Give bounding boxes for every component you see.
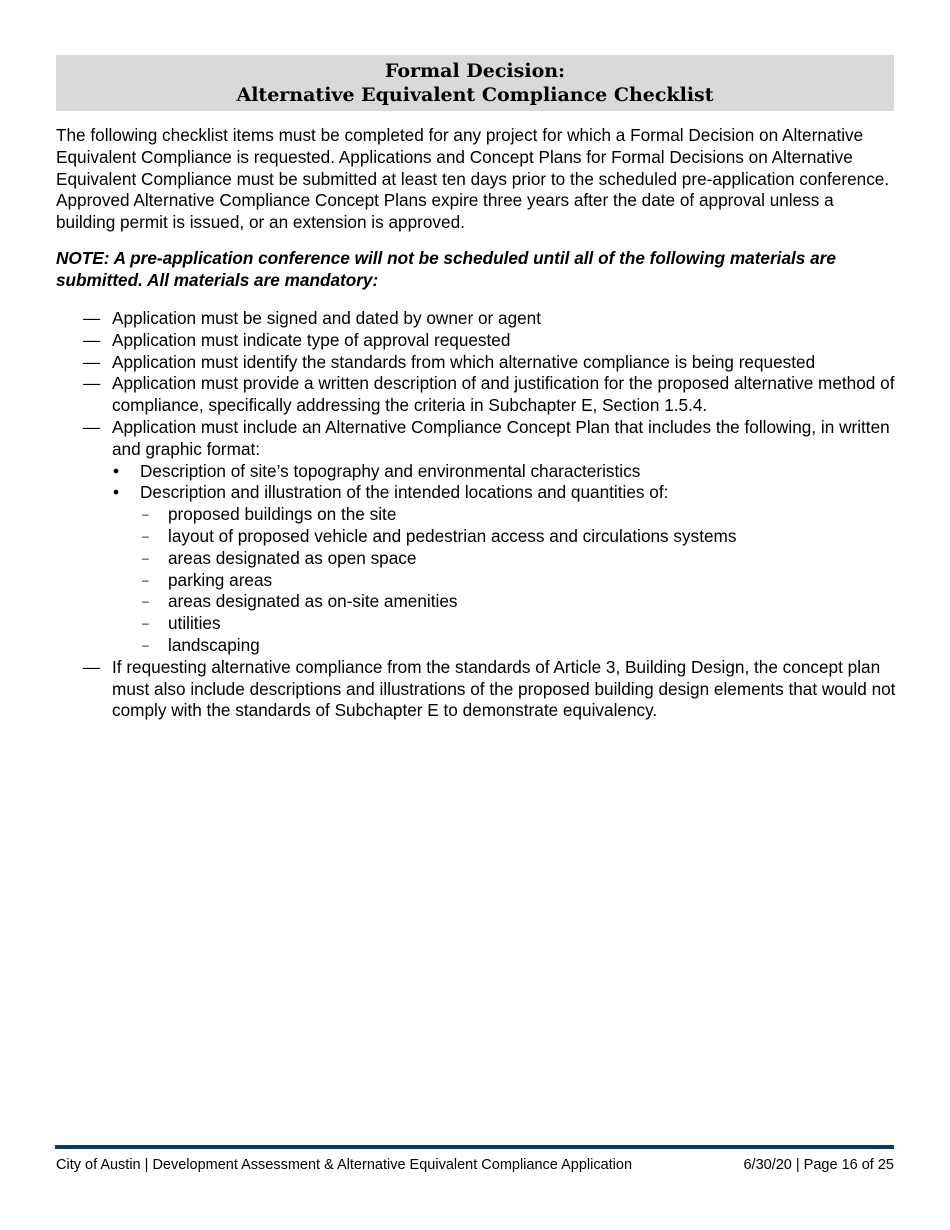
- sub-item: [56, 591, 896, 613]
- sub-item-text: utilities: [168, 613, 221, 634]
- bullet-icon: •: [113, 482, 120, 503]
- sub-item-text: areas designated as open space: [168, 547, 417, 568]
- intro-paragraph: The following checklist items must be completed for any project for which a Formal Decision on Alternative Equivalent Compliance is requested. Applications and Concept Plans for Formal Decisions on Alternative Equivalent Compliance must be submitted at least ten days prior to the scheduled pre-application conference. Approved Alternative Compliance Concept Plans expire three years after the date of approval unless a building permit is issued, or an extension is approved.: [56, 125, 890, 233]
- title-line-1: Formal Decision:: [384, 60, 566, 82]
- checkbox-line-icon: —: [83, 329, 101, 350]
- footer-title: City of Austin | Development Assessment & Alternative Equivalent Compliance Application: [56, 1157, 633, 1173]
- footer-page-info: 6/30/20 | Page 16 of 25: [743, 1157, 894, 1173]
- sub-item: [56, 504, 896, 526]
- checklist-item-text: Application must provide a written description of and justification for the proposed alternative method of compliance, specifically addressing the criteria in Subchapter E, Section 1.5.4.: [112, 373, 895, 416]
- checklist-item-text: Application must indicate type of approval requested: [112, 329, 511, 350]
- sub-item-text: areas designated as on-site amenities: [168, 591, 458, 612]
- checklist-item-text: Application must include an Alternative Compliance Concept Plan that includes the following, in written and graphic format:: [112, 416, 890, 459]
- sub-item-text: landscaping: [168, 634, 260, 655]
- checklist-item: [56, 657, 896, 722]
- footer-divider: [55, 1145, 894, 1149]
- checklist-item-text: Application must identify the standards from which alternative compliance is being requested: [112, 351, 816, 372]
- note-paragraph: NOTE: A pre-application conference will not be scheduled until all of the following materials are submitted. All materials are mandatory:: [56, 248, 836, 290]
- bullet-item-text: Description of site’s topography and environmental characteristics: [140, 460, 641, 481]
- bullet-item: [56, 461, 896, 483]
- checklist-item: [56, 330, 896, 352]
- dash-icon: –: [142, 637, 149, 652]
- checklist-item: [56, 352, 896, 374]
- sub-item: [56, 548, 896, 570]
- checkbox-line-icon: —: [83, 308, 101, 328]
- bullet-item-text: Description and illustration of the intended locations and quantities of:: [140, 482, 669, 503]
- bullet-item: [56, 482, 896, 504]
- sub-item-text: proposed buildings on the site: [168, 504, 397, 525]
- checklist-item: [56, 417, 896, 461]
- checklist-item: [56, 308, 896, 330]
- checkbox-line-icon: —: [83, 351, 101, 372]
- dash-icon: –: [142, 550, 149, 565]
- checklist-item: [56, 373, 896, 417]
- checkbox-line-icon: —: [83, 416, 101, 437]
- checklist-item-text: Application must be signed and dated by owner or agent: [112, 308, 542, 328]
- sub-item: [56, 635, 896, 657]
- sub-item: [56, 570, 896, 592]
- checkbox-line-icon: —: [83, 656, 101, 677]
- sub-item: [56, 526, 896, 548]
- dash-icon: –: [142, 572, 149, 587]
- dash-icon: –: [142, 616, 149, 631]
- sub-item-text: layout of proposed vehicle and pedestrian access and circulations systems: [168, 525, 737, 546]
- dash-icon: –: [142, 594, 149, 609]
- title-line-2: Alternative Equivalent Compliance Checklist: [236, 84, 714, 106]
- dash-icon: –: [142, 507, 149, 522]
- bullet-icon: •: [113, 460, 120, 481]
- dash-icon: –: [142, 528, 149, 543]
- checkbox-line-icon: —: [83, 373, 101, 394]
- checklist-item-text: If requesting alternative compliance from the standards of Article 3, Building Design, the concept plan must also include descriptions and illustrations of the proposed building design elements that would not comply with the standards of Subchapter E to demonstrate equivalency.: [112, 656, 896, 721]
- checklist: [56, 308, 896, 722]
- page-title: [56, 55, 894, 111]
- sub-item-text: parking areas: [168, 569, 273, 590]
- sub-item: [56, 613, 896, 635]
